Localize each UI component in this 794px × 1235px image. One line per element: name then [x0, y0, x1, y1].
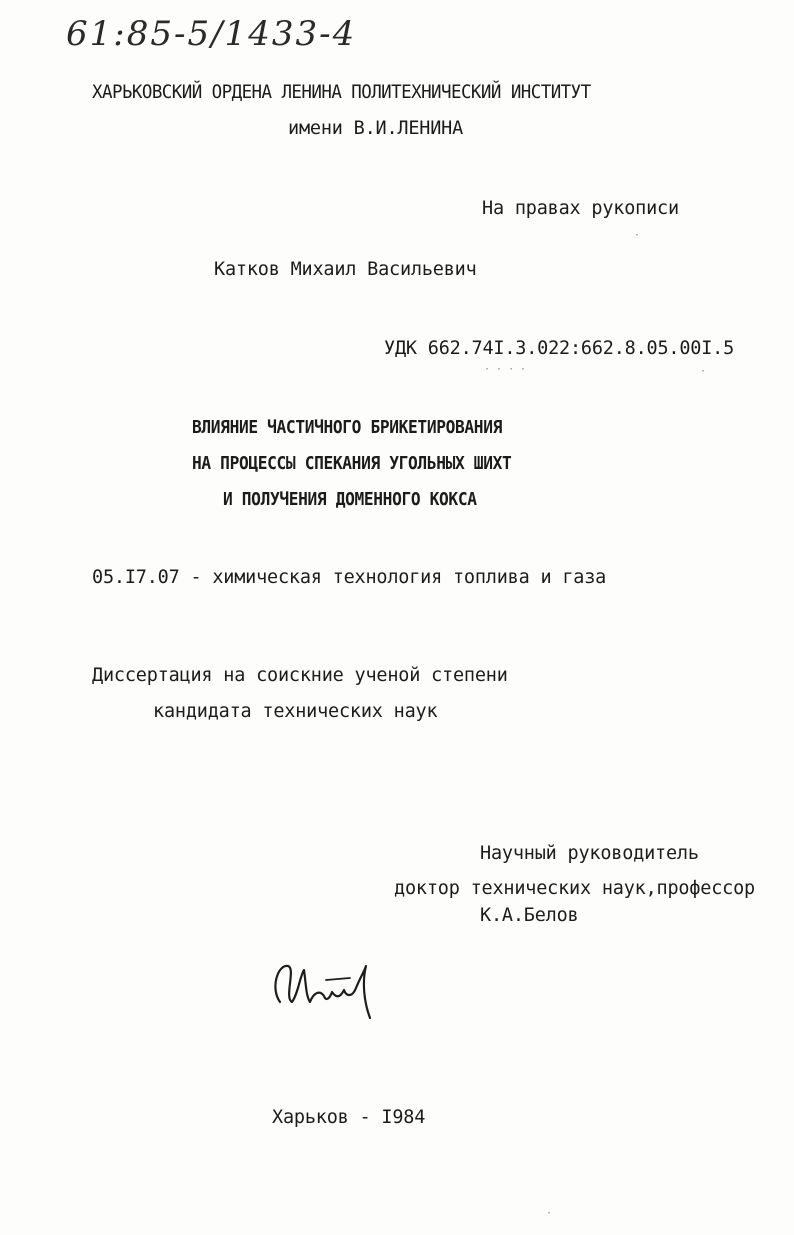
supervisor-degree: доктор технических наук,профессор: [394, 878, 755, 899]
degree-name: кандидата технических наук: [153, 701, 438, 722]
dissertation-title-line-3: И ПОЛУЧЕНИЯ ДОМЕННОГО КОКСА: [223, 489, 477, 510]
paper-speck: ·: [520, 364, 527, 375]
author-name: Катков Михаил Васильевич: [214, 259, 477, 280]
paper-speck: ·: [634, 230, 641, 241]
archive-handwritten-mark: 61:85-5/1433-4: [66, 14, 357, 54]
manuscript-rights-note: На правах рукописи: [482, 198, 679, 219]
dissertation-title-line-1: ВЛИЯНИЕ ЧАСТИЧНОГО БРИКЕТИРОВАНИЯ: [192, 417, 502, 438]
dissertation-title-line-2: НА ПРОЦЕССЫ СПЕКАНИЯ УГОЛЬНЫХ ШИХТ: [192, 453, 512, 474]
place-and-year: Харьков - I984: [272, 1107, 426, 1128]
degree-statement: Диссертация на соискние ученой степени: [92, 665, 508, 686]
specialty-code: 05.I7.07 - химическая технология топлива и газа: [92, 567, 607, 588]
paper-speck: ·: [700, 366, 707, 377]
supervisor-name: К.А.Белов: [480, 905, 579, 926]
institution-subtitle: имени В.И.ЛЕНИНА: [288, 118, 464, 139]
institution-name: ХАРЬКОВСКИЙ ОРДЕНА ЛЕНИНА ПОЛИТЕХНИЧЕСКИЙ ИНСТИТУТ: [92, 81, 591, 103]
supervisor-role: Научный руководитель: [480, 843, 699, 864]
author-signature: [266, 958, 386, 1024]
udc-code: УДК 662.74I.3.022:662.8.05.00I.5: [384, 338, 735, 359]
paper-speck: · · ·: [484, 364, 515, 375]
paper-speck: ·: [546, 1208, 553, 1219]
